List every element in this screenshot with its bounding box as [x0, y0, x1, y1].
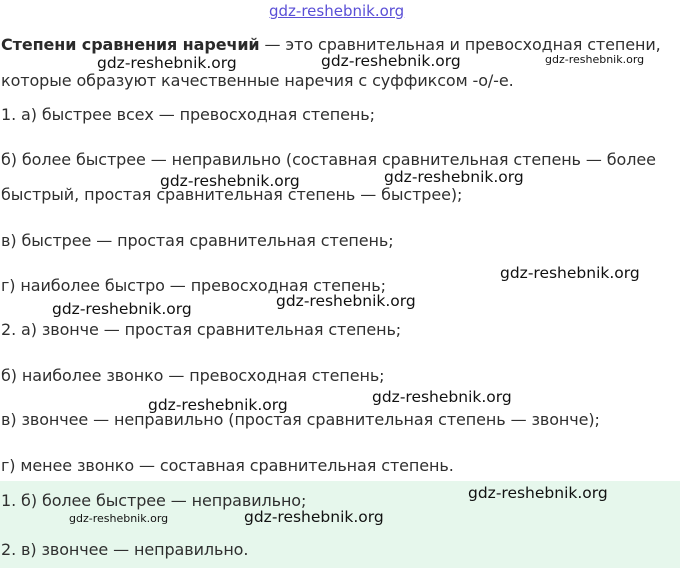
watermark: gdz-reshebnik.org — [276, 292, 416, 310]
watermark: gdz-reshebnik.org — [52, 300, 192, 318]
answer-line-1v: в) быстрее — простая сравнительная степень; — [1, 231, 394, 250]
answer-line-1b-cont: быстрый, простая сравнительная степень — быстрее); — [1, 185, 463, 204]
watermark: gdz-reshebnik.org — [160, 172, 300, 190]
answer-line-2a: 2. а) звонче — простая сравнительная степень; — [1, 320, 402, 339]
definition-term: Степени сравнения наречий — [1, 35, 260, 54]
answer-line-2v: в) звончее — неправильно (простая сравнительная степень — звонче); — [1, 410, 600, 429]
watermark: gdz-reshebnik.org — [468, 484, 608, 502]
watermark: gdz-reshebnik.org — [69, 512, 169, 525]
answer-line-2b: б) наиболее звонко — превосходная степень; — [1, 366, 385, 385]
definition-text: — это сравнительная и превосходная степени, — [259, 35, 661, 54]
watermark: gdz-reshebnik.org — [545, 53, 645, 66]
watermark: gdz-reshebnik.org — [148, 396, 288, 414]
final-answer-2: 2. в) звончее — неправильно. — [1, 540, 249, 559]
answer-line-1g: г) наиболее быстро — превосходная степень; — [1, 276, 386, 295]
watermark-link[interactable]: gdz-reshebnik.org — [269, 2, 405, 20]
answer-line-2g: г) менее звонко — составная сравнительная степень. — [1, 456, 454, 475]
answer-line-1b: б) более быстрее — неправильно (составная сравнительная степень — более — [1, 150, 656, 169]
watermark: gdz-reshebnik.org — [384, 168, 524, 186]
watermark: gdz-reshebnik.org — [500, 264, 640, 282]
watermark: gdz-reshebnik.org — [321, 52, 461, 70]
answer-line-1a: 1. а) быстрее всех — превосходная степень; — [1, 105, 375, 124]
definition-line-2: которые образуют качественные наречия с суффиксом -о/-е. — [1, 71, 514, 90]
watermark: gdz-reshebnik.org — [372, 388, 512, 406]
watermark: gdz-reshebnik.org — [244, 508, 384, 526]
final-answer-1: 1. б) более быстрее — неправильно; — [1, 491, 307, 510]
watermark: gdz-reshebnik.org — [97, 54, 237, 72]
